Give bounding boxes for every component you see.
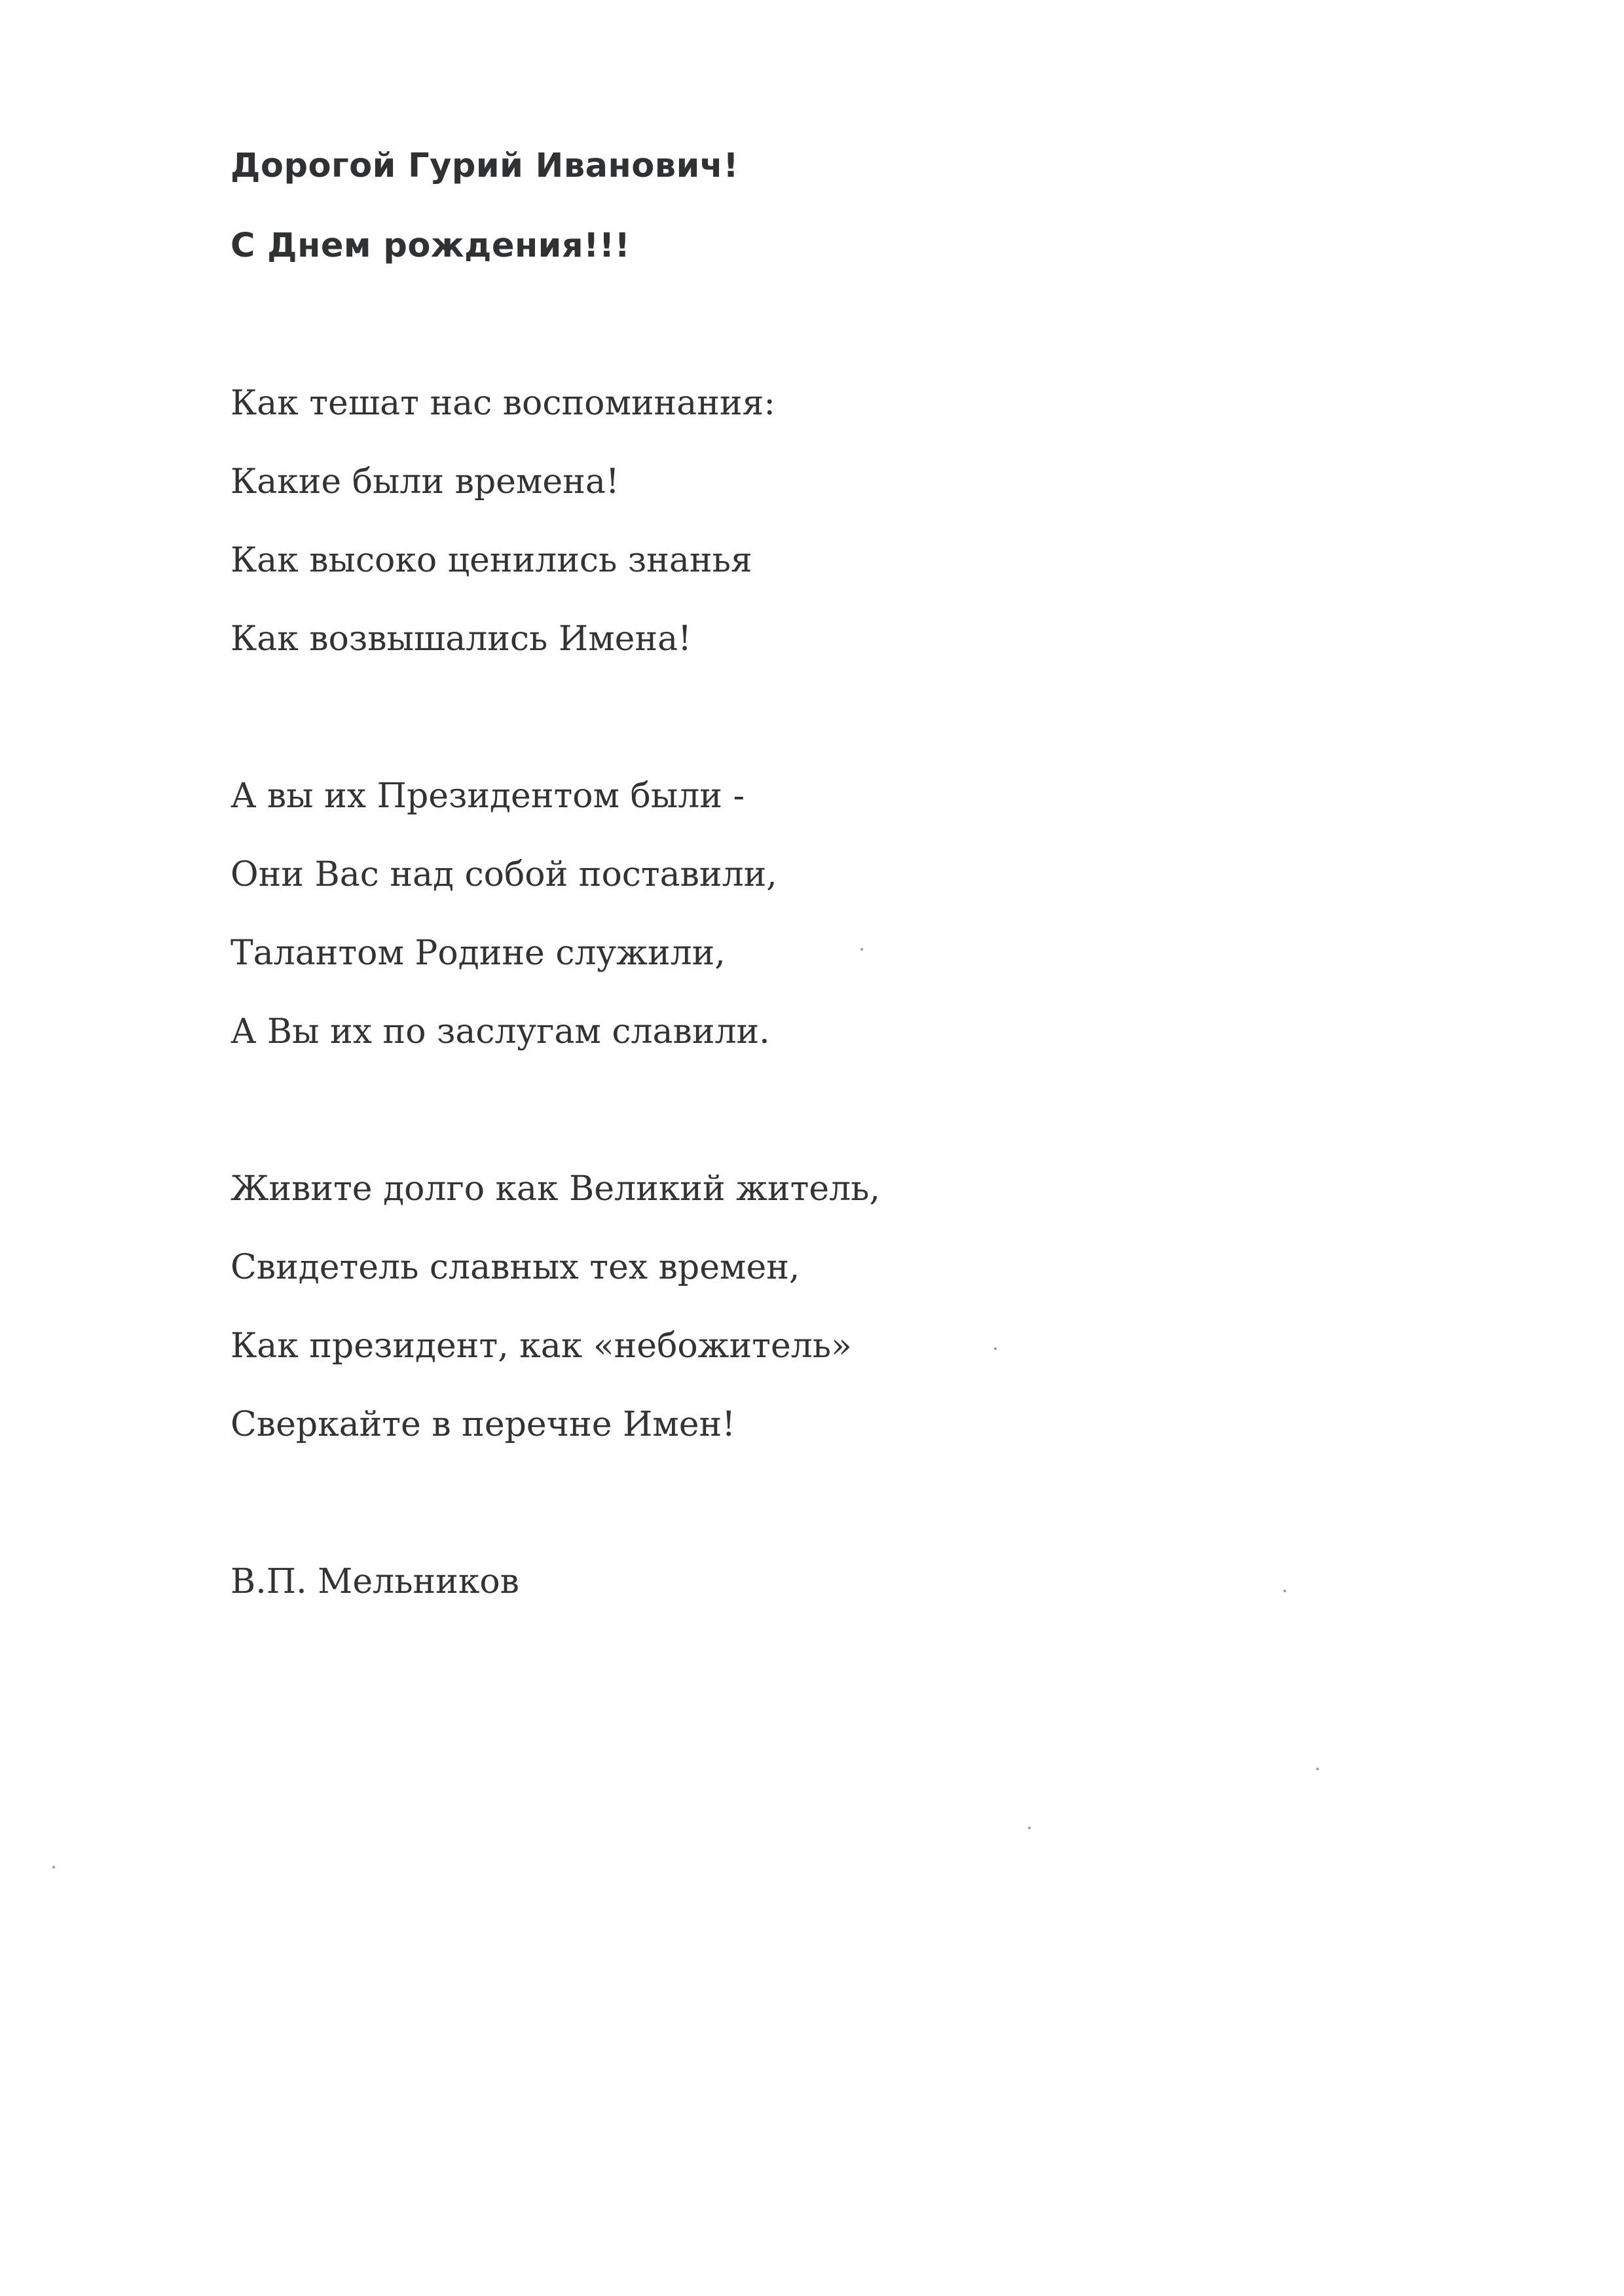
verse-line: Какие были времена! — [231, 462, 619, 501]
greeting-line-2: С Днем рождения!!! — [231, 227, 631, 265]
verse-line: Сверкайте в перечне Имен! — [231, 1405, 736, 1444]
verse-line: Талантом Родине служили, — [231, 934, 726, 973]
scan-speck — [1283, 1590, 1286, 1592]
scan-speck — [994, 1347, 997, 1350]
verse-line: Как президент, как «небожитель» — [231, 1326, 852, 1366]
verse-line: Свидетель славных тех времен, — [231, 1248, 800, 1287]
verse-line: А вы их Президентом были - — [231, 776, 745, 816]
verse-line: Как высоко ценились знанья — [231, 541, 752, 580]
verse-line: А Вы их по заслугам славили. — [231, 1012, 770, 1051]
scan-speck — [1316, 1768, 1319, 1770]
greeting-line-1: Дорогой Гурий Иванович! — [231, 147, 739, 185]
verse-line: Как возвышались Имена! — [231, 619, 692, 659]
verse-line: Как тешат нас воспоминания: — [231, 384, 775, 423]
verse-line: Живите долго как Великий житель, — [231, 1169, 880, 1209]
signature: В.П. Мельников — [231, 1562, 519, 1601]
scan-speck — [860, 948, 863, 951]
scan-speck — [1028, 1827, 1031, 1829]
scan-speck — [52, 1866, 55, 1868]
verse-line: Они Вас над собой поставили, — [231, 855, 777, 894]
